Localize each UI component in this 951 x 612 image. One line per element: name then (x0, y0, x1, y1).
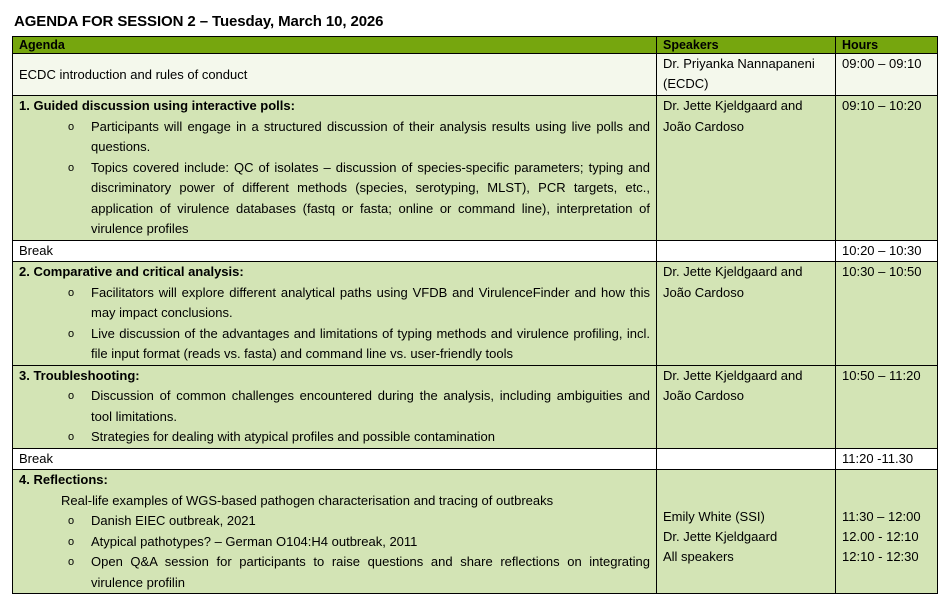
agenda-cell (13, 96, 657, 241)
agenda-text: ECDC introduction and rules of conduct (19, 66, 248, 82)
time-range: 09:00 – 09:10 (842, 56, 922, 71)
time-range: 09:10 – 10:20 (842, 98, 922, 113)
list-item: o Facilitators will explore different analytical paths using VFDB and VirulenceFinder and how this may impact conclusions. (68, 284, 650, 320)
table-row (13, 470, 938, 594)
section-title: 4. Reflections: (19, 472, 108, 487)
table-row (13, 54, 938, 96)
bullet-marker: o (68, 535, 75, 548)
list-item: o Discussion of common challenges encountered during the analysis, including ambiguities and tool limitations. (68, 388, 650, 424)
time-range: 11:30 – 12:00 (842, 509, 921, 524)
table-row (13, 96, 938, 241)
section-title: 3. Troubleshooting: (19, 367, 140, 383)
list-item: o Danish EIEC outbreak, 2021 (91, 511, 650, 532)
speaker-name: Dr. Jette Kjeldgaard and (663, 264, 803, 279)
hours-cell (836, 240, 938, 262)
bullet-marker: o (68, 556, 75, 568)
speaker-name: Emily White (SSI) (663, 509, 765, 524)
bullet-marker: o (68, 390, 75, 402)
break-label: Break (19, 450, 53, 466)
hours-cell (836, 365, 938, 448)
list-item: o Open Q&A session for participants to raise questions and share reflections on integrating virulence profilin (68, 554, 650, 590)
time-range: 10:20 – 10:30 (842, 242, 922, 258)
agenda-cell (13, 262, 657, 366)
time-range: 11:20 -11.30 (842, 450, 914, 466)
speakers-cell (657, 54, 836, 96)
list-item: o Atypical pathotypes? – German O104:H4 outbreak, 2011 (91, 532, 650, 553)
agenda-cell (13, 54, 657, 96)
list-item: o Live discussion of the advantages and limitations of typing methods and virulence profiling, incl. file input format (reads vs. fasta) and command line vs. user-friendly tools (68, 325, 650, 361)
speakers-cell (657, 262, 836, 366)
bullet-marker: o (68, 431, 75, 443)
speaker-name: All speakers (663, 549, 734, 564)
bullet-marker: o (68, 286, 75, 299)
hours-cell (836, 448, 938, 470)
agenda-cell (13, 240, 657, 262)
bullet-marker: o (68, 161, 75, 174)
page-title: AGENDA FOR SESSION 2 – Tuesday, March 10, 2026 (14, 13, 384, 30)
table-row (13, 448, 938, 470)
speaker-name: Dr. Jette Kjeldgaard and (663, 367, 803, 383)
bullet-list (19, 117, 650, 240)
agenda-cell (13, 448, 657, 470)
section-title: 1. Guided discussion using interactive polls: (19, 98, 295, 113)
speakers-cell (657, 470, 836, 594)
bullet-list (19, 386, 650, 448)
time-range: 12:10 - 12:30 (842, 549, 919, 564)
header-hours: Hours (836, 37, 938, 54)
table-row (13, 262, 938, 366)
bullet-marker: o (68, 515, 75, 527)
header-speakers: Speakers (657, 37, 836, 54)
bullet-marker: o (68, 120, 75, 133)
speakers-cell (657, 240, 836, 262)
speaker-name: Dr. Priyanka Nannapaneni (663, 56, 815, 71)
hours-cell (836, 470, 938, 594)
hours-cell (836, 96, 938, 241)
time-range: 12.00 - 12:10 (842, 529, 919, 544)
list-item: o Strategies for dealing with atypical profiles and possible contamination (91, 427, 650, 448)
speakers-cell (657, 365, 836, 448)
agenda-table (12, 36, 938, 594)
break-label: Break (19, 242, 53, 258)
agenda-cell (13, 365, 657, 448)
speaker-name: João Cardoso (663, 118, 744, 134)
header-agenda: Agenda (13, 37, 657, 54)
hours-cell (836, 262, 938, 366)
speaker-name: Dr. Jette Kjeldgaard and (663, 98, 803, 113)
speaker-name: João Cardoso (663, 388, 744, 403)
bullet-list (19, 511, 650, 593)
list-item: o Participants will engage in a structured discussion of their analysis results using live polls and questions. (68, 118, 650, 154)
speaker-name: Dr. Jette Kjeldgaard (663, 529, 778, 544)
agenda-cell (13, 470, 657, 594)
table-row (13, 240, 938, 262)
bullet-list (19, 283, 650, 365)
speaker-name: João Cardoso (663, 284, 744, 300)
table-row (13, 365, 938, 448)
speakers-cell (657, 96, 836, 241)
list-item: o Topics covered include: QC of isolates – discussion of species-specific parameters; typing and discriminatory power of different methods (species, serotyping, MLST), PCR targets, etc., application of virulence databases (fastq or fasta; online or command line), interpretation of virulence profiles (68, 159, 650, 236)
time-range: 10:30 – 10:50 (842, 264, 922, 279)
hours-cell (836, 54, 938, 96)
speakers-cell (657, 448, 836, 470)
time-range: 10:50 – 11:20 (842, 367, 921, 383)
table-header-row (13, 37, 938, 54)
section-title: 2. Comparative and critical analysis: (19, 264, 244, 279)
section-intro: Real-life examples of WGS-based pathogen characterisation and tracing of outbreaks (61, 492, 554, 508)
speaker-affiliation: (ECDC) (663, 76, 709, 91)
bullet-marker: o (68, 327, 75, 340)
